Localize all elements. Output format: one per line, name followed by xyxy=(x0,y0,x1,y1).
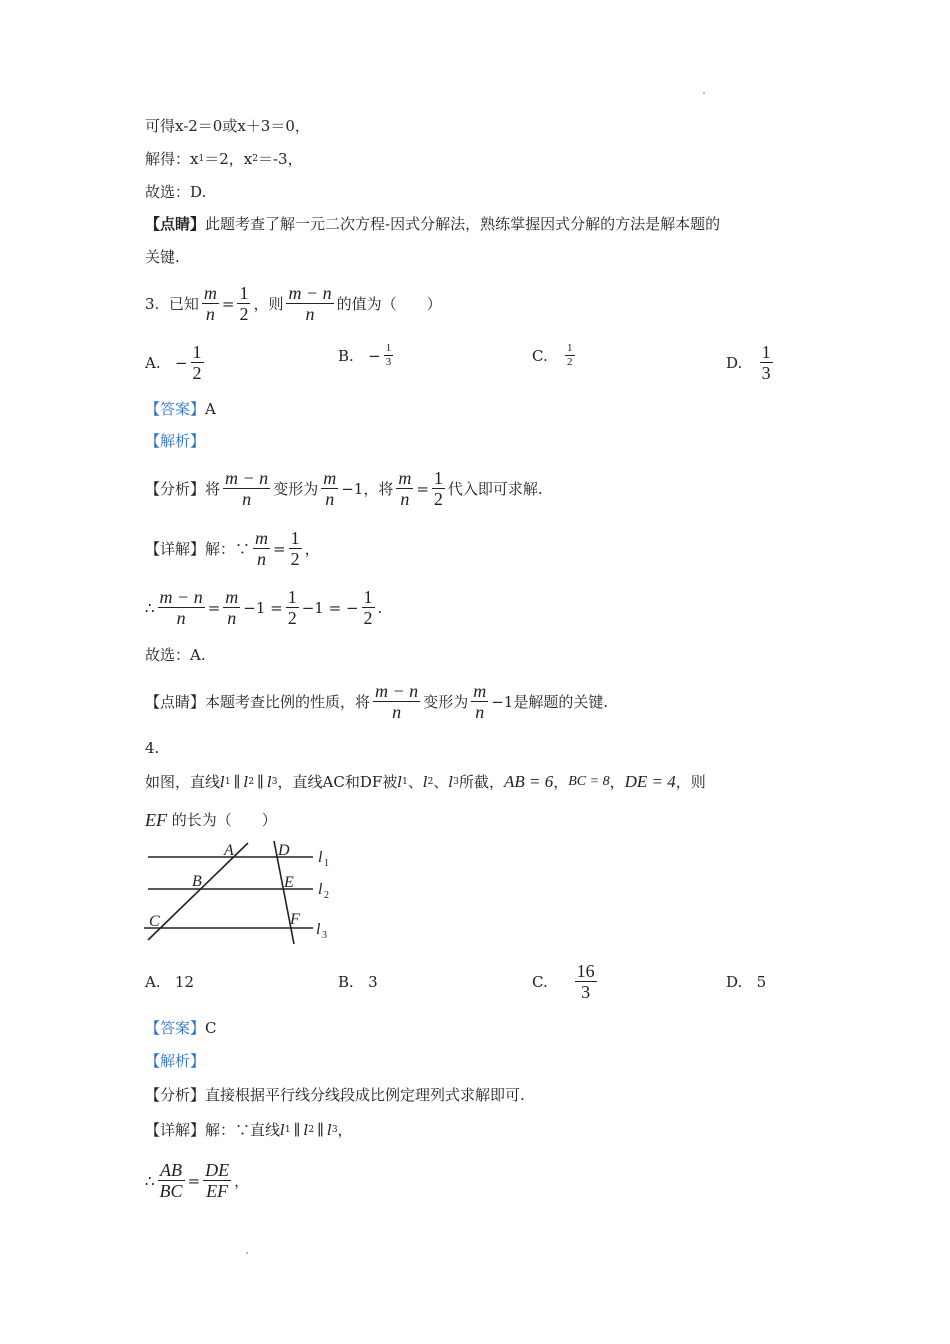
text: = xyxy=(221,294,235,313)
tag: 【分析】 xyxy=(145,1086,206,1104)
text: 所截， xyxy=(458,773,504,791)
den: n xyxy=(257,549,267,569)
fraction xyxy=(286,283,333,324)
text: −1，将 xyxy=(341,479,394,498)
label-l3-sub: 3 xyxy=(322,930,327,941)
option-a[interactable] xyxy=(145,973,194,991)
option-label: D. xyxy=(726,973,743,991)
num: DE xyxy=(205,1160,230,1180)
num: m − n xyxy=(225,468,269,488)
num: m xyxy=(323,468,337,488)
num: 1 xyxy=(567,342,573,354)
den: 2 xyxy=(192,363,202,383)
num: 1 xyxy=(290,528,300,548)
text: ∥ xyxy=(257,773,264,791)
text: 代入即可求解. xyxy=(447,479,543,498)
den: 2 xyxy=(567,356,573,368)
text: 的长为（ ） xyxy=(171,811,277,829)
text: 直接根据平行线分线段成比例定理列式求解即可. xyxy=(205,1086,525,1104)
text: ＝-3， xyxy=(257,150,303,168)
q4-number xyxy=(145,738,159,758)
text: l xyxy=(327,1121,332,1139)
option-label: B. xyxy=(338,973,354,991)
subscript: 1 xyxy=(402,777,408,787)
q3-answer xyxy=(145,399,216,419)
den: 3 xyxy=(581,982,591,1002)
subscript: 2 xyxy=(427,777,434,787)
text: = xyxy=(416,479,429,498)
text-line xyxy=(145,116,310,136)
option-d[interactable] xyxy=(726,973,766,991)
q3-fenxi xyxy=(145,468,543,509)
option-d[interactable] xyxy=(726,342,776,383)
num: m xyxy=(255,528,269,548)
option-label: D. xyxy=(726,353,743,372)
text: 变形为 xyxy=(423,692,469,711)
text: 本题考查比例的性质，将 xyxy=(205,692,371,711)
text: ， xyxy=(234,1171,250,1190)
option-label: B. xyxy=(338,346,354,365)
fraction xyxy=(286,587,299,628)
label-c: C xyxy=(149,913,160,930)
text: 故选：D. xyxy=(145,183,207,201)
label-e: E xyxy=(284,874,294,891)
fraction xyxy=(202,283,219,324)
sign: − xyxy=(174,353,188,372)
text: l xyxy=(422,773,428,791)
den: n xyxy=(227,608,237,628)
label-l2-sub: 2 xyxy=(324,890,329,901)
option-value: 3 xyxy=(368,973,378,991)
fraction xyxy=(384,342,394,369)
num: m − n xyxy=(375,681,419,701)
den: BC xyxy=(159,1181,183,1201)
q3-stem xyxy=(145,283,442,324)
q3-guxuan xyxy=(145,645,206,665)
text: ，则 xyxy=(253,294,284,313)
option-b[interactable] xyxy=(338,973,378,991)
text: l xyxy=(397,773,403,791)
text-line xyxy=(145,149,303,169)
text: = xyxy=(273,539,286,558)
label-l3: l xyxy=(316,921,321,938)
text: l xyxy=(266,773,272,791)
fraction xyxy=(203,1160,231,1201)
fraction xyxy=(223,587,240,628)
text: 可得x-2＝0或x＋3＝0， xyxy=(145,117,310,135)
text: 如图，直线 xyxy=(145,773,221,791)
num: m xyxy=(473,681,487,701)
label-a: A xyxy=(224,842,234,859)
q4-stem xyxy=(145,772,706,792)
fraction xyxy=(565,342,575,369)
fraction xyxy=(396,468,413,509)
fraction xyxy=(432,468,445,509)
text: 解：∵ xyxy=(205,539,251,558)
den: 2 xyxy=(239,304,249,324)
question-number: 3. xyxy=(145,294,160,313)
option-value: 12 xyxy=(174,973,195,991)
option-label: C. xyxy=(532,346,548,365)
subscript: 3 xyxy=(331,1125,338,1135)
num: 1 xyxy=(287,587,297,607)
label-l1-sub: 1 xyxy=(324,858,329,869)
option-c[interactable] xyxy=(532,342,578,369)
subscript: 1 xyxy=(198,154,205,164)
num: 1 xyxy=(239,283,249,303)
subscript: 2 xyxy=(248,777,255,787)
text: ， xyxy=(304,539,320,558)
text: 此题考查了解一元二次方程-因式分解法，熟练掌握因式分解的方法是解本题的 xyxy=(205,215,721,233)
num: 1 xyxy=(192,342,202,362)
q3-derivation xyxy=(145,587,382,628)
den: n xyxy=(392,702,402,722)
q4-stem-2 xyxy=(145,810,277,830)
q4-analysis xyxy=(145,1051,205,1071)
den: n xyxy=(400,489,410,509)
text: 、 xyxy=(433,773,449,791)
num: 16 xyxy=(576,961,595,981)
num: AB xyxy=(160,1160,183,1180)
label-l2: l xyxy=(318,881,323,898)
fraction xyxy=(289,528,302,569)
den: n xyxy=(305,304,315,324)
subscript: 1 xyxy=(284,1125,291,1135)
text: ，直线AC和DF被 xyxy=(277,773,398,791)
text: BC = 8 xyxy=(568,774,610,789)
num: 1 xyxy=(363,587,373,607)
text: = xyxy=(207,598,221,617)
den: 2 xyxy=(433,489,443,509)
text: ∥ xyxy=(293,1121,301,1139)
q4-fenxi xyxy=(145,1085,525,1105)
tag: 【点睛】 xyxy=(145,215,206,233)
subscript: 3 xyxy=(271,777,278,787)
fraction xyxy=(158,587,205,628)
den: 3 xyxy=(761,363,771,383)
label-l1: l xyxy=(318,849,323,866)
option-c[interactable] xyxy=(532,961,600,1002)
subscript: 1 xyxy=(224,777,231,787)
analysis-tag: 【解析】 xyxy=(145,432,206,450)
text: l xyxy=(243,773,249,791)
text: −1 = xyxy=(243,598,283,617)
subscript: 3 xyxy=(453,777,459,787)
num: m xyxy=(398,468,412,488)
fraction xyxy=(760,342,773,383)
num: m xyxy=(225,587,239,607)
text: ， xyxy=(337,1121,353,1139)
text: l xyxy=(220,773,225,791)
q3-analysis xyxy=(145,431,205,451)
option-b[interactable] xyxy=(338,342,396,369)
text-line xyxy=(145,247,180,267)
fraction xyxy=(575,961,597,1002)
label-d: D xyxy=(278,842,290,859)
num: 1 xyxy=(433,468,443,488)
text: l xyxy=(448,773,454,791)
text: ∴ xyxy=(145,1171,155,1190)
den: n xyxy=(475,702,485,722)
num: 1 xyxy=(761,342,771,362)
den: 2 xyxy=(363,608,373,628)
q3-xiangjie xyxy=(145,528,320,569)
label-b: B xyxy=(192,873,202,890)
tag: 【分析】 xyxy=(145,479,206,498)
option-label: C. xyxy=(532,972,548,991)
text: EF xyxy=(145,810,167,830)
fraction xyxy=(362,587,375,628)
text: = xyxy=(187,1171,201,1190)
den: n xyxy=(325,489,335,509)
subscript: 2 xyxy=(308,1125,315,1135)
text: −1是解题的关键. xyxy=(491,692,609,711)
text: 解：∵直线 xyxy=(205,1121,281,1139)
text: 解得：x xyxy=(145,150,199,168)
num: m xyxy=(203,283,217,303)
page-dot xyxy=(246,1252,248,1254)
fraction xyxy=(321,468,338,509)
text: ∴ xyxy=(145,598,155,617)
fraction xyxy=(471,681,488,722)
answer-tag: 【答案】 xyxy=(145,400,206,418)
fraction xyxy=(373,681,420,722)
text: AB = 6 xyxy=(503,772,554,791)
text: −1 = − xyxy=(301,598,359,617)
text: ∥ xyxy=(317,1121,324,1139)
den: 2 xyxy=(290,549,300,569)
num: m − n xyxy=(159,587,203,607)
text: ∥ xyxy=(233,773,241,791)
text: 将 xyxy=(205,479,221,498)
parallel-lines-figure xyxy=(140,836,340,948)
num: m − n xyxy=(288,283,332,303)
fraction xyxy=(223,468,270,509)
sign: − xyxy=(368,346,381,365)
text: l xyxy=(280,1121,285,1139)
answer-tag: 【答案】 xyxy=(145,1019,206,1037)
tag: 【详解】 xyxy=(145,1121,206,1139)
den: n xyxy=(205,304,215,324)
den: n xyxy=(242,489,252,509)
den: EF xyxy=(206,1181,229,1201)
answer-value: A xyxy=(205,400,216,418)
option-label: A. xyxy=(145,353,161,372)
fraction xyxy=(191,342,204,383)
text: ，则 xyxy=(675,773,706,791)
num: 1 xyxy=(385,342,392,354)
text-line xyxy=(145,214,720,234)
option-value: 5 xyxy=(756,973,767,991)
text: ＝2，x xyxy=(204,150,253,168)
answer-value: C xyxy=(205,1019,217,1037)
text: 的值为（ ） xyxy=(336,294,442,313)
text: . xyxy=(377,598,383,617)
fraction xyxy=(237,283,250,324)
fraction xyxy=(253,528,270,569)
text-line xyxy=(145,182,206,202)
text: 故选：A. xyxy=(145,646,206,664)
option-label: A. xyxy=(145,973,161,991)
option-a[interactable] xyxy=(145,342,207,383)
subscript: 2 xyxy=(252,154,258,164)
den: n xyxy=(176,608,186,628)
tag: 【详解】 xyxy=(145,539,206,558)
text: 已知 xyxy=(168,294,199,313)
label-f: F xyxy=(290,911,300,928)
fraction xyxy=(158,1160,185,1201)
page-dot xyxy=(703,92,705,94)
q3-dianjing xyxy=(145,681,608,722)
den: 3 xyxy=(385,356,392,368)
text: ， xyxy=(609,773,625,791)
text: l xyxy=(303,1121,309,1139)
q4-xiangjie xyxy=(145,1120,353,1140)
tag: 【点睛】 xyxy=(145,692,206,711)
text: ， xyxy=(553,773,569,791)
text: DE = 4 xyxy=(624,772,676,791)
question-number: 4. xyxy=(145,739,160,757)
den: 2 xyxy=(287,608,297,628)
q4-answer xyxy=(145,1018,217,1038)
text: 、 xyxy=(407,773,423,791)
text: 变形为 xyxy=(273,479,319,498)
analysis-tag: 【解析】 xyxy=(145,1052,206,1070)
q4-ratio xyxy=(145,1160,249,1201)
text: 关键. xyxy=(145,248,180,266)
